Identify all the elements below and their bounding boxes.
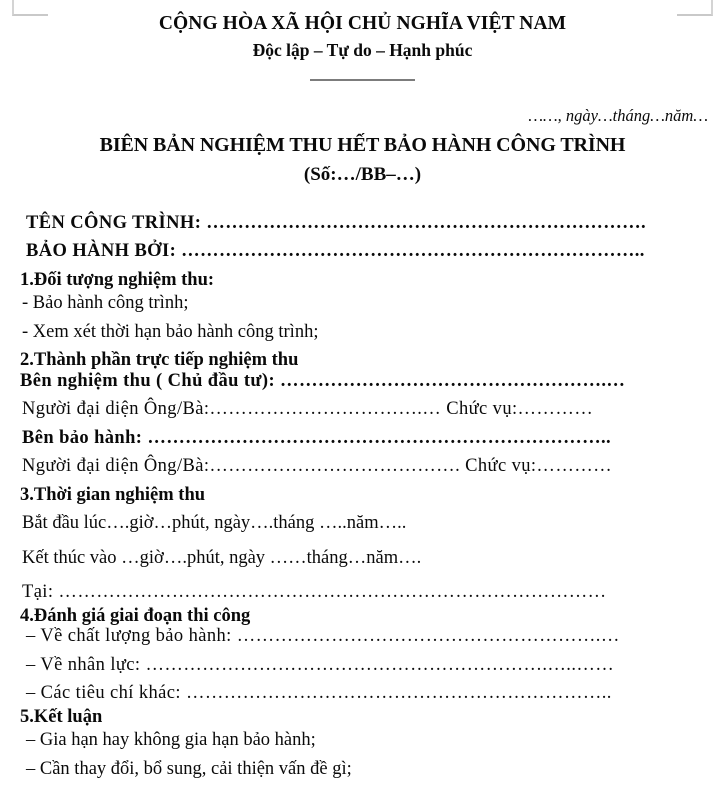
national-title: CỘNG HÒA XÃ HỘI CHỦ NGHĨA VIỆT NAM — [158, 13, 567, 34]
national-motto: Độc lập – Tự do – Hạnh phúc — [252, 40, 473, 61]
section-5-item-1: – Cần thay đổi, bổ sung, cải thiện vấn đề gì; — [26, 758, 352, 779]
field-warranty-provider: BẢO HÀNH BỞI: ……………………………………………………………….. — [26, 241, 645, 262]
section-heading-1: 1.Đối tượng nghiệm thu: — [20, 269, 215, 290]
section-2-item-0: Bên nghiệm thu ( Chủ đầu tư): …………………………………………….… — [20, 370, 626, 391]
section-2-item-3: Người đại diện Ông/Bà:…………………………………. Chức vụ:………… — [22, 456, 613, 477]
document-number: (Số:…/BB–…) — [303, 163, 422, 185]
section-5-item-0: – Gia hạn hay không gia hạn bảo hành; — [26, 730, 316, 751]
section-3-item-0: Bắt đầu lúc….giờ…phút, ngày….tháng …..năm….. — [22, 513, 407, 534]
section-3-item-1: Kết thúc vào …giờ….phút, ngày ……tháng…năm…. — [22, 547, 422, 568]
section-3-item-2: Tại: …………………………………………………………………………… — [22, 582, 607, 603]
spacer — [0, 198, 725, 214]
header-divider — [0, 60, 725, 89]
section-2-item-1: Người đại diện Ông/Bà:…………………………….… Chức vụ:………… — [22, 399, 594, 420]
section-2-item-2: Bên bảo hành: ……………………………………………………………….. — [22, 427, 612, 448]
document-title: BIÊN BẢN NGHIỆM THU HẾT BẢO HÀNH CÔNG TRÌNH — [99, 133, 626, 156]
section-heading-2: 2.Thành phần trực tiếp nghiệm thu — [20, 350, 299, 371]
horizontal-rule-icon — [310, 79, 415, 81]
section-4-item-2: – Các tiêu chí khác: ………………………………………………………….. — [26, 683, 612, 704]
document-header — [0, 0, 725, 89]
document-body — [0, 186, 725, 779]
section-4-item-0: – Về chất lượng bảo hành: ………………………………………………….… — [26, 626, 620, 647]
section-heading-4: 4.Đánh giá giai đoạn thi công — [20, 605, 251, 626]
section-1-item-1: - Xem xét thời hạn bảo hành công trình; — [22, 321, 319, 342]
section-heading-3: 3.Thời gian nghiệm thu — [20, 484, 206, 505]
spacer — [0, 567, 725, 583]
field-project-name: TÊN CÔNG TRÌNH: ……………………………………………………………. — [26, 212, 647, 233]
dateline: ……, ngày…tháng…năm… — [528, 105, 708, 125]
section-4-item-1: – Về nhân lực: ……………………………………………………….…..…… — [26, 654, 615, 675]
section-1-item-0: - Bảo hành công trình; — [22, 293, 189, 314]
section-heading-5: 5.Kết luận — [20, 706, 103, 727]
spacer — [0, 533, 725, 549]
